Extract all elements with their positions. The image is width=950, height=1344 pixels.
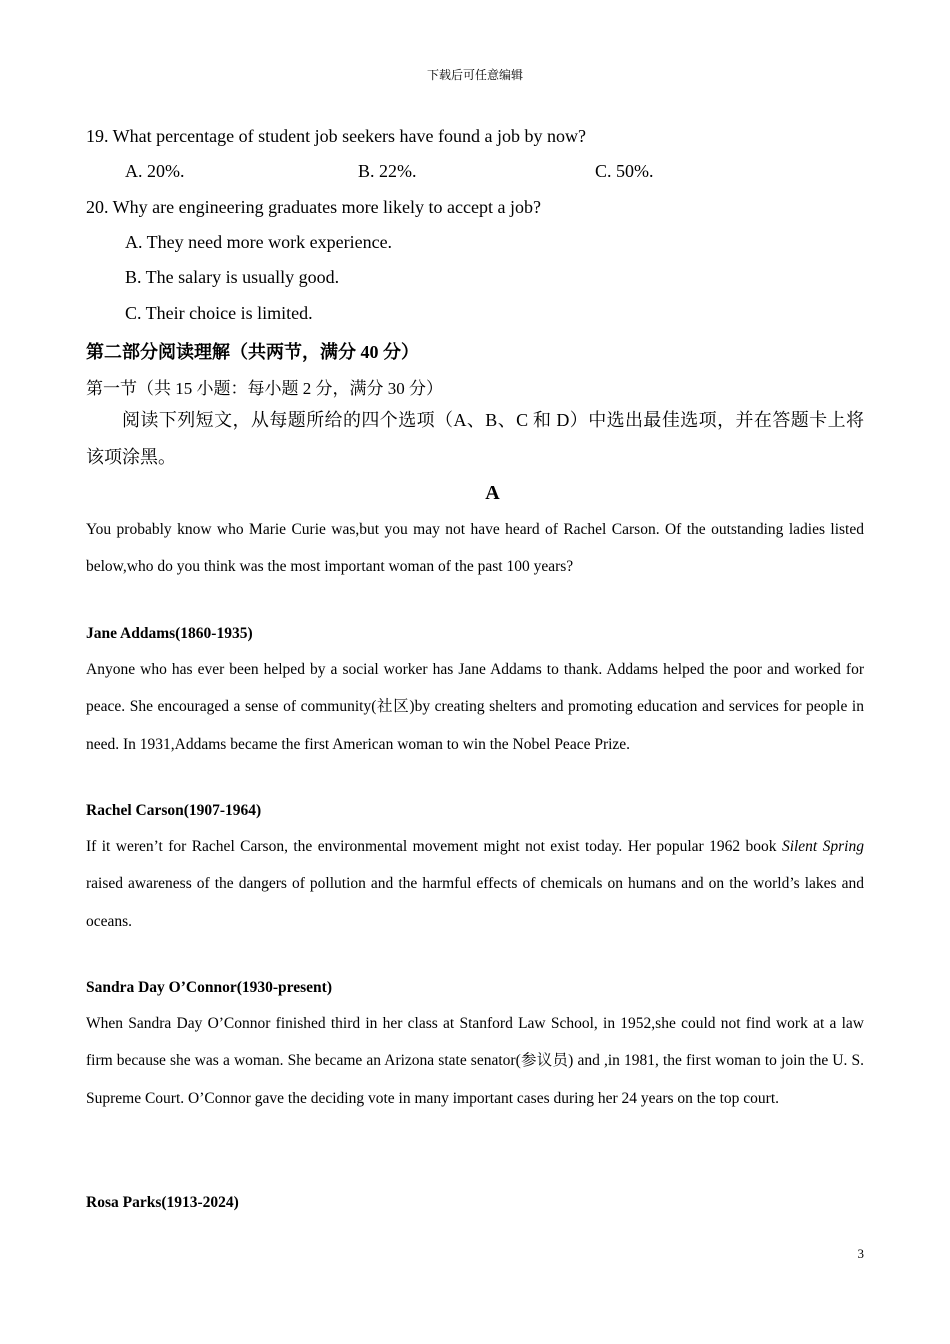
carson-text-after: raised awareness of the dangers of pollution and the harmful effects of chemicals on humans and on the world’s lakes and oceans. [86, 875, 864, 930]
person-text-addams: Anyone who has ever been helped by a social worker has Jane Addams to thank. Addams helped the poor and worked for peace. She encouraged a sense of community(社区)by creating shelters and promoting education and services for people in need. In 1931,Addams became the first American woman to win the Nobel Peace Prize. [86, 661, 864, 753]
book-title: Silent Spring [781, 838, 864, 855]
person-heading-parks: Rosa Parks(1913-2024) [86, 1194, 239, 1211]
person-text-oconnor: When Sandra Day O’Connor finished third in her class at Stanford Law School, in 1952,she could not find work at a law firm because she was a woman. She became an Arizona state senator(参议员) and ,in 1981, the first woman to join the U. S. Supreme Court. O’Connor gave the deciding vote in many important cases during her 24 years on the top court. [86, 1015, 864, 1107]
page-header: 下载后可任意编辑 [426, 68, 523, 82]
person-heading-oconnor: Sandra Day O’Connor(1930-present) [86, 979, 332, 996]
person-heading-carson: Rachel Carson(1907-1964) [86, 802, 262, 819]
q20-option-c: C. Their choice is limited. [125, 303, 313, 323]
question-19: 19. What percentage of student job seekers have found a job by now? [86, 126, 587, 146]
person-text-carson [86, 828, 864, 940]
carson-text-before: If it weren’t for Rachel Carson, the environmental movement might not exist today. Her popular 1962 book [86, 838, 782, 855]
q19-option-c: C. 50%. [595, 161, 654, 181]
question-20: 20. Why are engineering graduates more likely to accept a job? [86, 197, 541, 217]
part2-title: 第二部分阅读理解（共两节，满分 40 分） [86, 342, 419, 362]
instruction-text: 阅读下列短文，从每题所给的四个选项（A、B、C 和 D）中选出最佳选项，并在答题卡上将该项涂黑。 [86, 410, 864, 467]
passage-label: A [485, 482, 500, 504]
section1-title: 第一节（共 15 小题：每小题 2 分，满分 30 分） [86, 379, 443, 398]
q20-option-a: A. They need more work experience. [125, 232, 393, 252]
page-number: 3 [857, 1246, 864, 1261]
person-heading-addams: Jane Addams(1860-1935) [86, 625, 253, 642]
q19-option-a: A. 20%. [125, 161, 185, 181]
q20-option-b: B. The salary is usually good. [125, 267, 340, 287]
passage-intro: You probably know who Marie Curie was,but you may not have heard of Rachel Carson. Of the outstanding ladies listed below,who do you think was the most important woman of the past 100 years? [86, 521, 864, 576]
q19-option-b: B. 22%. [358, 161, 417, 181]
